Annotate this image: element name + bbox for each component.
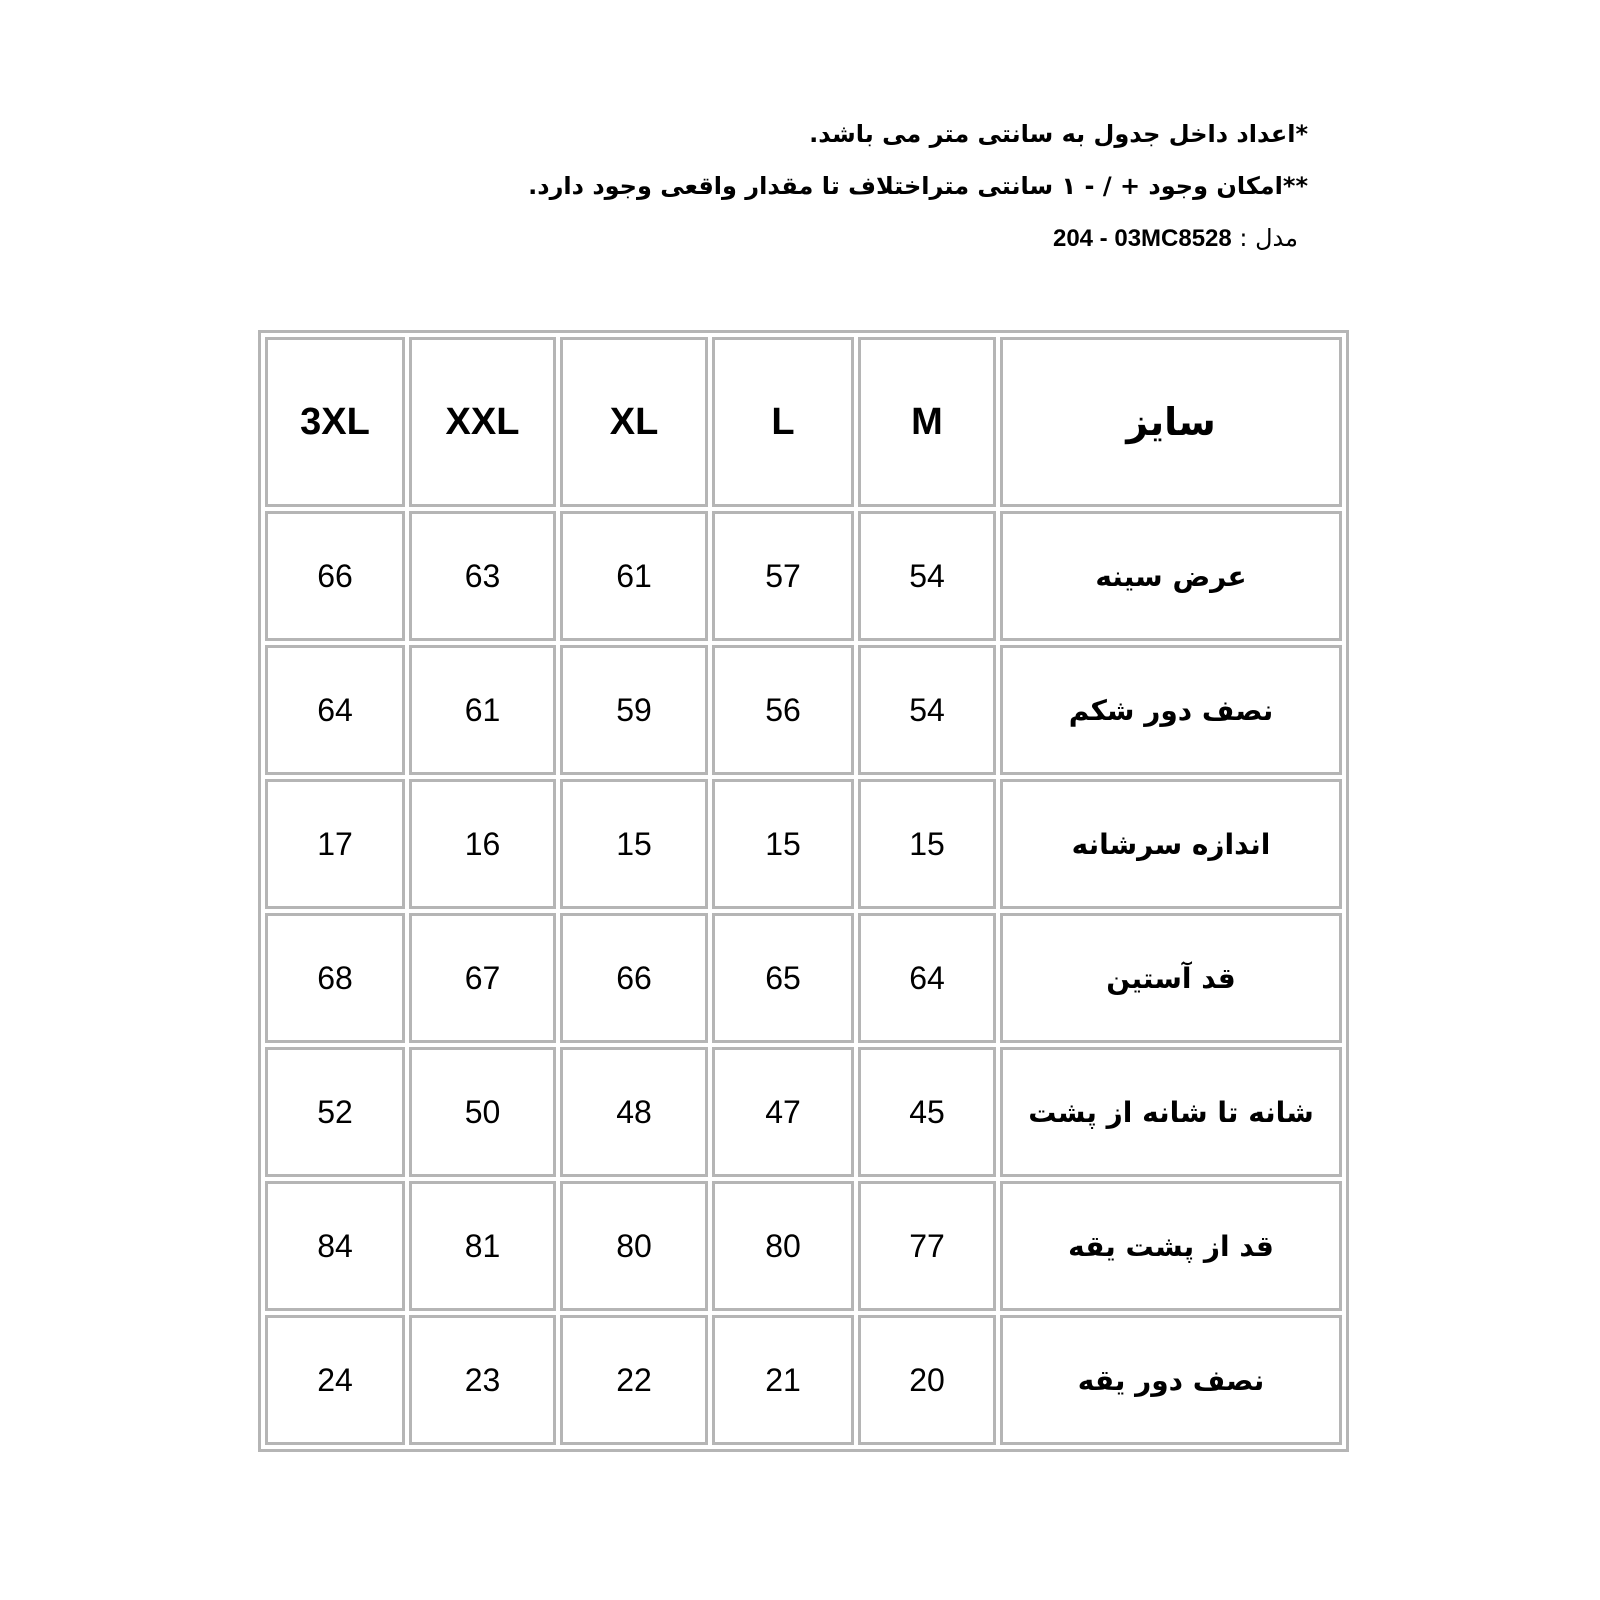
header-size-cell	[409, 337, 556, 507]
cell-value: 67	[464, 959, 501, 996]
cell-value: 61	[464, 691, 501, 728]
row-label-cell	[1000, 1315, 1342, 1445]
cell-value: 64	[317, 691, 353, 728]
row-label-cell	[1000, 645, 1342, 775]
value-cell	[265, 1181, 405, 1311]
value-cell	[265, 779, 405, 909]
value-cell	[858, 779, 996, 909]
cell-value: 15	[616, 825, 652, 862]
table-row	[265, 1047, 1342, 1177]
cell-value: 45	[909, 1093, 945, 1130]
row-label: نصف دور شکم	[1068, 693, 1274, 727]
cell-value: 54	[909, 557, 945, 594]
cell-value: 15	[765, 825, 801, 862]
value-cell	[712, 779, 854, 909]
value-cell	[560, 1315, 708, 1445]
model-code: 204 - 03MC8528	[1052, 225, 1232, 252]
value-cell	[265, 511, 405, 641]
header-size-cell	[265, 337, 405, 507]
cell-value: 84	[317, 1227, 353, 1264]
cell-value: 20	[909, 1361, 945, 1398]
cell-value: 64	[909, 959, 945, 996]
cell-value: 63	[464, 557, 501, 594]
size-header: L	[771, 400, 795, 443]
table-row	[265, 1315, 1342, 1445]
cell-value: 47	[765, 1093, 801, 1130]
cell-value: 24	[317, 1361, 353, 1398]
cell-value: 16	[464, 825, 501, 862]
note-tolerance: **امکان وجود + / - ۱ سانتی متراختلاف تا مقدار واقعی وجود دارد.	[528, 172, 1308, 200]
value-cell	[712, 645, 854, 775]
cell-value: 68	[317, 959, 353, 996]
cell-value: 48	[616, 1093, 652, 1130]
value-cell	[265, 645, 405, 775]
value-cell	[712, 1315, 854, 1445]
cell-value: 66	[317, 557, 353, 594]
header-size-cell	[712, 337, 854, 507]
cell-value: 15	[909, 825, 945, 862]
table-row	[265, 511, 1342, 641]
size-header: XXL	[445, 400, 520, 443]
table-row	[265, 645, 1342, 775]
value-cell	[560, 913, 708, 1043]
value-cell	[712, 1047, 854, 1177]
value-cell	[712, 913, 854, 1043]
cell-value: 17	[317, 825, 353, 862]
value-cell	[409, 511, 556, 641]
row-label-cell	[1000, 1047, 1342, 1177]
size-header: XL	[609, 400, 659, 443]
cell-value: 59	[616, 691, 652, 728]
size-chart	[258, 330, 1344, 1452]
value-cell	[265, 913, 405, 1043]
model-label: مدل :	[1239, 224, 1298, 252]
cell-value: 80	[765, 1227, 801, 1264]
cell-value: 65	[765, 959, 801, 996]
value-cell	[712, 511, 854, 641]
row-label-cell	[1000, 913, 1342, 1043]
table-header-row	[265, 337, 1342, 507]
value-cell	[858, 1181, 996, 1311]
header-size-cell	[858, 337, 996, 507]
model-line	[548, 212, 1308, 264]
value-cell	[712, 1181, 854, 1311]
value-cell	[560, 1181, 708, 1311]
size-table	[258, 330, 1349, 1452]
row-label: اندازه سرشانه	[1071, 827, 1271, 861]
notes-block	[528, 108, 1308, 264]
row-label-cell	[1000, 511, 1342, 641]
value-cell	[409, 913, 556, 1043]
cell-value: 77	[909, 1227, 945, 1264]
cell-value: 50	[464, 1093, 501, 1130]
row-label: عرض سینه	[1095, 559, 1247, 593]
value-cell	[858, 1047, 996, 1177]
value-cell	[560, 645, 708, 775]
cell-value: 80	[616, 1227, 652, 1264]
cell-value: 56	[765, 691, 801, 728]
value-cell	[409, 645, 556, 775]
value-cell	[409, 779, 556, 909]
value-cell	[858, 913, 996, 1043]
header-label-cell	[1000, 337, 1342, 507]
cell-value: 52	[317, 1093, 353, 1130]
value-cell	[858, 511, 996, 641]
cell-value: 23	[464, 1361, 501, 1398]
table-row	[265, 1181, 1342, 1311]
header-label: سایز	[1126, 400, 1216, 444]
value-cell	[409, 1315, 556, 1445]
row-label: شانه تا شانه از پشت	[1028, 1095, 1314, 1129]
cell-value: 22	[616, 1361, 652, 1398]
row-label: نصف دور یقه	[1077, 1363, 1265, 1397]
value-cell	[858, 1315, 996, 1445]
value-cell	[560, 1047, 708, 1177]
row-label-cell	[1000, 1181, 1342, 1311]
value-cell	[265, 1047, 405, 1177]
cell-value: 66	[616, 959, 652, 996]
row-label: قد آستین	[1106, 961, 1236, 995]
value-cell	[409, 1181, 556, 1311]
table-row	[265, 913, 1342, 1043]
row-label: قد از پشت یقه	[1068, 1229, 1274, 1263]
header-size-cell	[560, 337, 708, 507]
cell-value: 61	[616, 557, 652, 594]
value-cell	[265, 1315, 405, 1445]
cell-value: 81	[464, 1227, 501, 1264]
size-header: 3XL	[300, 400, 370, 443]
cell-value: 21	[765, 1361, 801, 1398]
value-cell	[409, 1047, 556, 1177]
cell-value: 57	[765, 557, 801, 594]
cell-value: 54	[909, 691, 945, 728]
value-cell	[858, 645, 996, 775]
row-label-cell	[1000, 779, 1342, 909]
size-header: M	[911, 400, 943, 443]
value-cell	[560, 779, 708, 909]
table-row	[265, 779, 1342, 909]
note-units: *اعداد داخل جدول به سانتی متر می باشد.	[809, 120, 1308, 148]
value-cell	[560, 511, 708, 641]
